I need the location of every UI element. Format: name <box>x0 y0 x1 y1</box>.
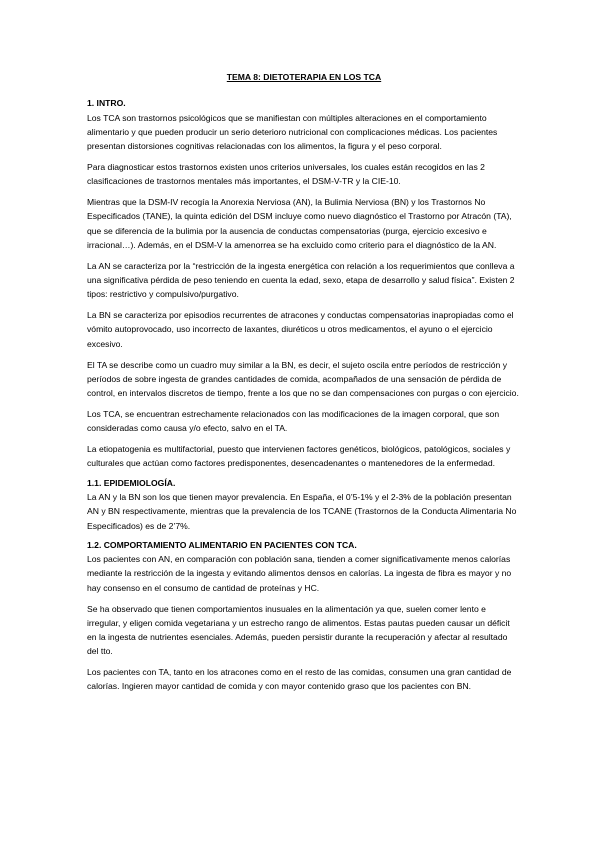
paragraph: Mientras que la DSM-IV recogía la Anorexia Nerviosa (AN), la Bulimia Nerviosa (BN) y los Trastornos No Especificados (TANE), la quinta edición del DSM incluye como nuevo diagnóstico el Trastorno por Atracón (TA), que se diferencia de la bulimia por la ausencia de conductas compensatorias (purga, ejercicio excesivo e irracional…). Además, en el DSM-V la amenorrea se ha excluido como criterio para el diagnóstico de la AN. <box>87 197 512 250</box>
paragraph: La etiopatogenia es multifactorial, puesto que intervienen factores genéticos, biológicos, patológicos, sociales y culturales que actúan como factores predisponentes, desencadenantes o mantenedores de la enfermedad. <box>87 444 511 469</box>
paragraph: Se ha observado que tienen comportamientos inusuales en la alimentación ya que, suelen comer lento e irregular, y eligen comida vegetariana y un estrecho rango de alimentos. Estas pautas pueden causar un déficit en la ingesta de nutrientes esenciales. Además, pueden persistir durante la recuperación y afectar al resultado del tto. <box>87 603 510 657</box>
paragraph: Los TCA son trastornos psicológicos que se manifiestan con múltiples alteraciones en el comportamiento alimentario y que pueden producir un serio deterioro nutricional con complicaciones médicas. Los pacientes presentan distorsiones cognitivas relacionadas con los alimentos, la figura y el peso corporal. <box>87 112 498 152</box>
paragraph: Los pacientes con TA, tanto en los atracones como en el resto de las comidas, consumen una gran cantidad de calorías. Ingieren mayor cantidad de comida y con mayor contenido graso que los pacientes con BN. <box>87 667 512 692</box>
paragraph: La AN se caracteriza por la “restricción de la ingesta energética con relación a los requerimientos que conlleva a una significativa pérdida de peso teniendo en cuenta la edad, sexo, etapa de desarrollo y salud física”. Existen 2 tipos: restrictivo y compulsivo/purgativo. <box>87 260 515 300</box>
paragraph: Los TCA, se encuentran estrechamente relacionados con las modificaciones de la imagen corporal, que son consideradas como causa y/o efecto, salvo en el TA. <box>87 408 500 434</box>
section-heading-intro: 1. INTRO. <box>87 98 126 109</box>
document-title: TEMA 8: DIETOTERAPIA EN LOS TCA <box>226 72 382 82</box>
paragraph: El TA se describe como un cuadro muy similar a la BN, es decir, el sujeto oscila entre períodos de restricción y períodos de sobre ingesta de grandes cantidades de comida, acompañados de una sensación de pérdida de control, en intervalos discretos de tiempo, frente a los que no se dan compensaciones con purgas o con ejercicio. <box>87 359 519 399</box>
paragraph: La AN y la BN son los que tienen mayor prevalencia. En España, el 0’5-1% y el 2-3% de la población presentan AN y BN respectivamente, mientras que la prevalencia de los TCANE (Trastornos de la Conducta Alimentaria No Especificados) es de 2’7%. <box>87 491 517 531</box>
section-heading-epidemiologia: 1.1. EPIDEMIOLOGÍA. <box>87 477 176 488</box>
paragraph: Los pacientes con AN, en comparación con población sana, tienden a comer significativamente menos calorías mediante la restricción de la ingesta y evitando alimentos densos en calorías. La ingesta de fibra es mayor y no hay consenso en el consumo de cantidad de proteínas y HC. <box>87 554 512 593</box>
paragraph: La BN se caracteriza por episodios recurrentes de atracones y conductas compensatorias inapropiadas como el vómito autoprovocado, uso incorrecto de laxantes, diuréticos u otros medicamentos, el ayuno o el ejercicio excesivo. <box>87 310 514 349</box>
paragraph: Para diagnosticar estos trastornos existen unos criterios universales, los cuales están recogidos en las 2 clasificaciones de trastornos mentales más importantes, el DSM-V-TR y la CIE-10. <box>87 161 485 187</box>
section-heading-comportamiento: 1.2. COMPORTAMIENTO ALIMENTARIO EN PACIENTES CON TCA. <box>87 539 357 550</box>
